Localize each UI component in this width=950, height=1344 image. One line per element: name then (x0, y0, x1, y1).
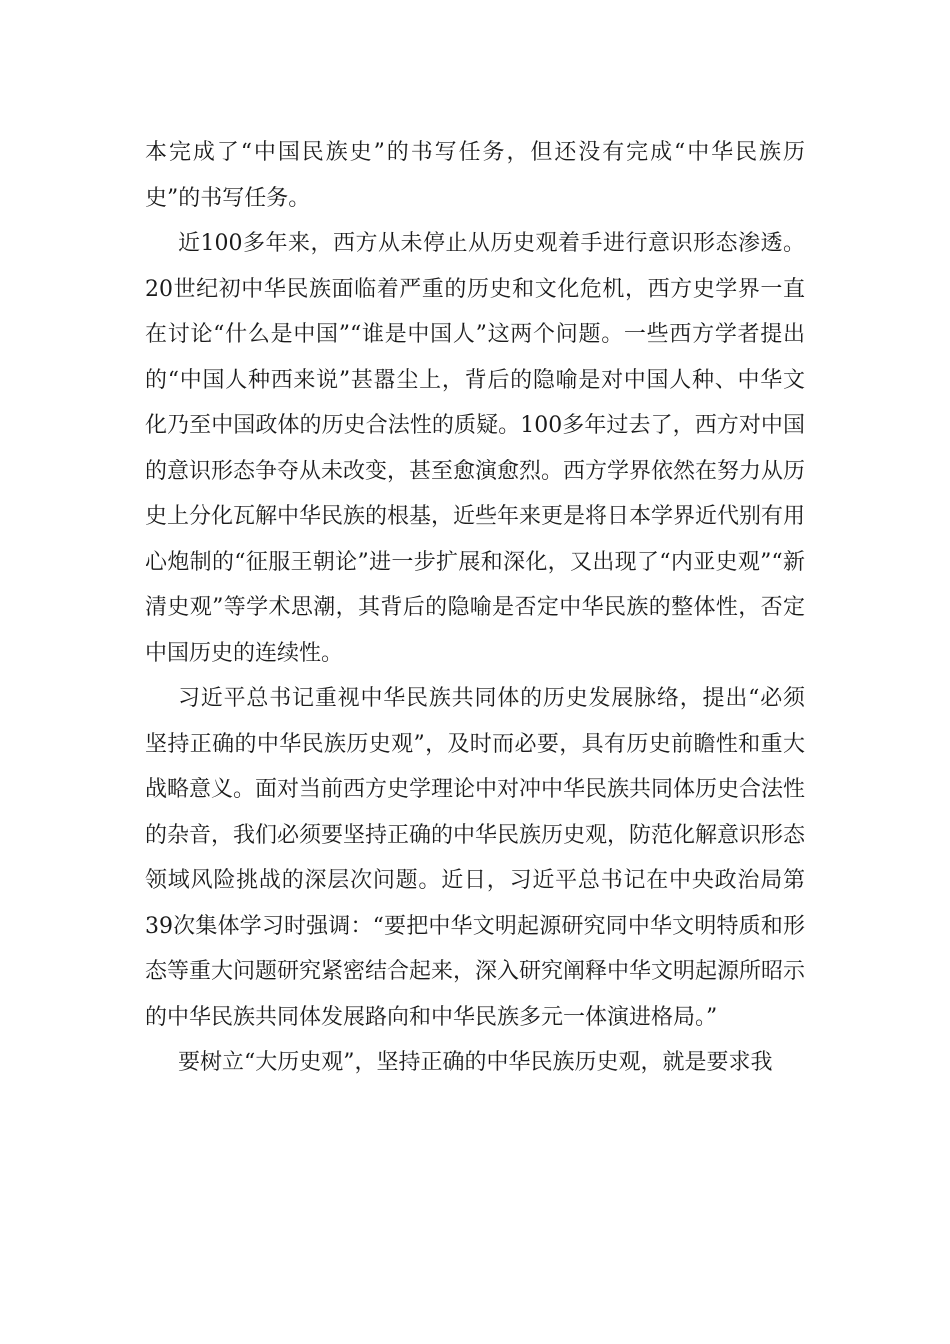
article-body (145, 130, 805, 1086)
paragraph-western-ideology: 近100多年来，西方从未停止从历史观着手进行意识形态渗透。20世纪初中华民族面临着严重的历史和文化危机，西方史学界一直在讨论“什么是中国”“谁是中国人”这两个问题。一些西方学者提出的“中国人种西来说”甚嚣尘上，背后的隐喻是对中国人种、中华文化乃至中国政体的历史合法性的质疑。100多年过去了，西方对中国的意识形态争夺从未改变，甚至愈演愈烈。西方学界依然在努力从历史上分化瓦解中华民族的根基，近些年来更是将日本学界近代别有用心炮制的“征服王朝论”进一步扩展和深化，又出现了“内亚史观”“新清史观”等学术思潮，其背后的隐喻是否定中华民族的整体性，否定中国历史的连续性。 (145, 231, 806, 666)
paragraph-continuation: 本完成了“中国民族史”的书写任务，但还没有完成“中华民族历史”的书写任务。 (145, 140, 805, 211)
paragraph-correct-history-view: 习近平总书记重视中华民族共同体的历史发展脉络，提出“必须坚持正确的中华民族历史观”，及时而必要，具有历史前瞻性和重大战略意义。面对当前西方史学理论中对冲中华民族共同体历史合法性的杂音，我们必须要坚持正确的中华民族历史观，防范化解意识形态领域风险挑战的深层次问题。近日，习近平总书记在中央政治局第39次集体学习时强调：“要把中华文明起源研究同中华文明特质和形态等重大问题研究紧密结合起来，深入研究阐释中华文明起源所昭示的中华民族共同体发展路向和中华民族多元一体演进格局。” (145, 686, 806, 1030)
paragraph-big-history-view: 要树立“大历史观”，坚持正确的中华民族历史观，就是要求我 (178, 1050, 773, 1075)
